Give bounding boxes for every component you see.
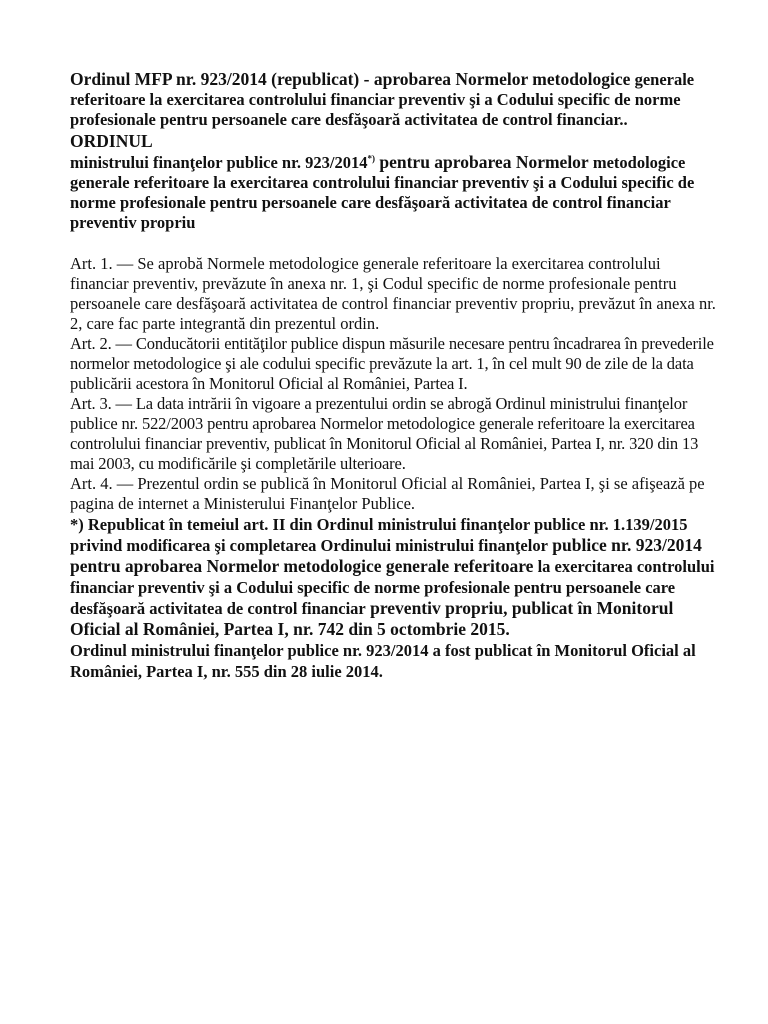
article-2-text: Conducătorii entităţilor publice dispun măsurile necesare pentru încadrarea în prevederile normelor metodologice şi ale codului specific prevăzute la art. 1, în cel mult 90 de zile de la data publicării acestora în Monitorul Oficial al României, Partea I. [70,334,714,393]
footnote-part2: publice nr. 923/2014 pentru aprobarea Normelor metodologice generale referitoare [70,535,702,576]
article-4-prefix: Art. 4. — [70,474,138,493]
minister-line-part2: pentru aprobarea Normelor [375,152,589,172]
document-title-block [70,69,720,233]
footnote-part4: preventiv propriu, publicat în Monitorul Oficial al României, Partea I, nr. 742 din 5 octombrie 2015. [70,598,674,639]
document-title-rest: generale referitoare la exercitarea controlului financiar preventiv şi a Codului specific de norme profesionale pentru persoanele care desfăşoară activitatea de control financiar.. [70,70,695,129]
article-4-text: Prezentul ordin se publică în Monitorul Oficial al României, Partea I, şi se afişează pe pagina de internet a Ministerului Finanţelor Publice. [70,474,705,513]
article-2 [70,334,720,394]
minister-line [70,153,694,232]
article-3 [70,394,720,474]
article-1-prefix: Art. 1. — [70,254,138,273]
document-title-lead: Ordinul MFP nr. 923/2014 (republicat) - aprobarea Normelor metodologice [70,69,631,89]
article-4 [70,474,720,514]
article-3-text: La data intrării în vigoare a prezentului ordin se abrogă Ordinul ministrului finanţelor publice nr. 522/2003 pentru aprobarea Normelor metodologice generale referitoare la exercitarea controlului financiar preventiv, publicat în Monitorul Oficial al României, Partea I, nr. 320 din 13 mai 2003, cu modificările şi completările ulterioare. [70,394,699,473]
minister-line-part1: ministrului finanţelor publice nr. 923/2014 [70,153,368,172]
section-spacer [70,233,720,254]
article-1-text: Se aprobă Normele metodologice generale referitoare la exercitarea controlului financiar preventiv, prevăzute în anexa nr. 1, şi Codul specific de norme profesionale pentru persoanele care desfăşoară activitatea de control financiar preventiv propriu, prevăzut în anexa nr. 2, care fac parte integrantă din prezentul ordin. [70,254,716,333]
republication-footnote [70,514,720,640]
publication-note: Ordinul ministrului finanţelor publice nr. 923/2014 a fost publicat în Monitorul Oficial al României, Partea I, nr. 555 din 28 iulie 2014. [70,641,696,681]
article-3-prefix: Art. 3. — [70,394,136,413]
document-page [70,69,720,682]
ordin-heading: ORDINUL [70,131,153,151]
minister-line-part3: metodologice generale referitoare la exercitarea controlului financiar preventiv şi a Codului specific de norme profesionale pentru persoanele care desfăşoară activitatea de control financiar preventiv propriu [70,153,695,232]
articles-block [70,254,720,514]
footnote-part3: la exercitarea controlului financiar preventiv şi a Codului specific de norme profesionale pentru persoanele care desfăşoară activitatea de control financiar [70,557,715,618]
article-2-prefix: Art. 2. — [70,334,136,353]
article-1 [70,254,720,334]
footnote-mark: *) [367,153,375,164]
footnote-part1: *) Republicat în temeiul art. II din Ordinul ministrului finanţelor publice nr. 1.139/2015 privind modificarea şi completarea Ordinului ministrului finanţelor [70,515,688,555]
